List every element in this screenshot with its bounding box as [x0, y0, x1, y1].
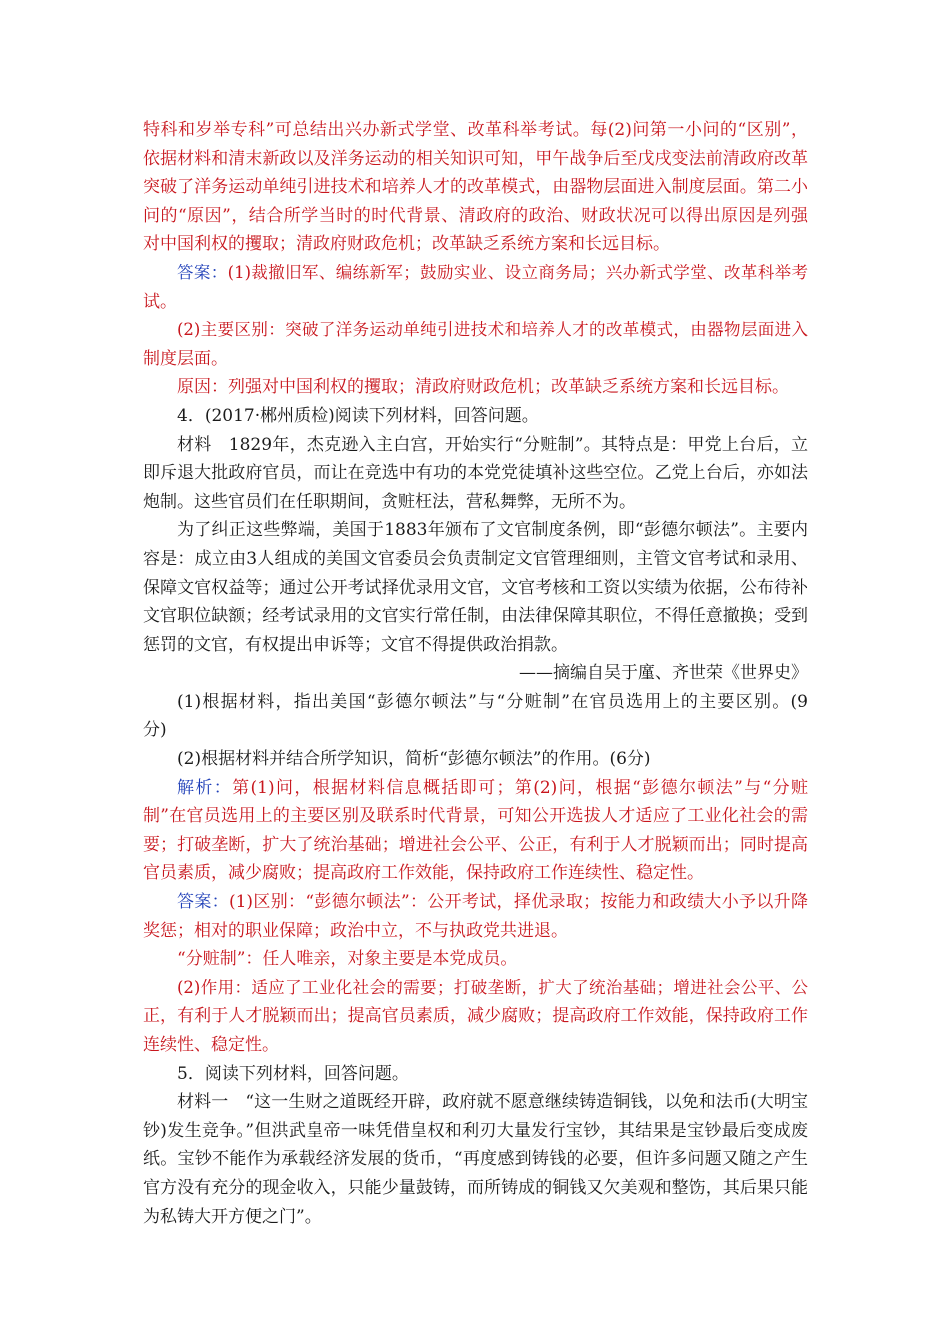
question-heading: 4．(2017·郴州质检)阅读下列材料，回答问题。	[177, 405, 539, 426]
document-body	[143, 116, 808, 1231]
material-line: 文官职位缺额；经考试录用的文官实行常任制，由法律保障其职位，不得任意撤换；受到	[143, 606, 808, 627]
material-line: 炮制。这些官员们在任职期间，贪赃枉法，营私舞弊，无所不为。	[143, 491, 636, 512]
question-line: (2)根据材料并结合所学知识，简析“彭德尔顿法”的作用。(6分)	[177, 749, 651, 770]
material-line: 钞)发生竞争。”但洪武皇帝一味凭借皇权和利刃大量发行宝钞，其结果是宝钞最后变成废	[143, 1120, 808, 1141]
answer-line: 制度层面。	[143, 348, 228, 369]
material-line: 为私铸大开方便之门”。	[143, 1206, 322, 1227]
answer-line: “分赃制”：任人唯亲，对象主要是本党成员。	[177, 949, 518, 970]
answer-text: (1)裁撤旧军、编练新军；鼓励实业、设立商务局；兴办新式学堂、改革科举考	[227, 262, 809, 282]
answer-label: 答案：	[177, 262, 228, 282]
question-line: (1)根据材料，指出美国“彭德尔顿法”与“分赃制”在官员选用上的主要区别。(9	[177, 691, 808, 712]
material-line: 材料 1829年，杰克逊入主白宫，开始实行“分赃制”。其特点是：甲党上台后，立	[177, 434, 808, 455]
analysis-line	[143, 774, 808, 803]
answer-line: 原因：列强对中国利权的攫取；清政府财政危机；改革缺乏系统方案和长远目标。	[177, 377, 789, 398]
analysis-line: 依据材料和清末新政以及洋务运动的相关知识可知，甲午战争后至戊戌变法前清政府改革	[143, 148, 808, 169]
answer-label: 答案：	[177, 892, 229, 913]
analysis-line: 要；打破垄断，扩大了统治基础；增进社会公平、公正，有利于人才脱颖而出；同时提高	[143, 834, 808, 855]
analysis-label: 解析：	[177, 777, 233, 798]
answer-line: (2)作用：适应了工业化社会的需要；打破垄断，扩大了统治基础；增进社会公平、公	[177, 977, 808, 997]
material-line: 纸。宝钞不能作为承载经济发展的货币，“再度感到铸钱的必要，但许多问题又随之产生	[143, 1149, 808, 1170]
material-line: 材料一 “这一生财之道既经开辟，政府就不愿意继续铸造铜钱，以免和法币(大明宝	[177, 1092, 808, 1113]
material-line: 惩罚的文官，有权提出申诉等；文官不得提供政治捐款。	[143, 634, 568, 655]
answer-line	[143, 888, 808, 917]
answer-text: (1)区别：“彭德尔顿法”：公开考试，择优录取；按能力和政绩大小予以升降	[228, 892, 809, 913]
analysis-line: 对中国利权的攫取；清政府财政危机；改革缺乏系统方案和长远目标。	[143, 234, 670, 255]
material-line: 为了纠正这些弊端，美国于1883年颁布了文官制度条例，即“彭德尔顿法”。主要内	[177, 520, 808, 541]
analysis-line: 制”在官员选用上的主要区别及联系时代背景，可知公开选拔人才适应了工业化社会的需	[143, 806, 808, 827]
material-line: 保障文官权益等；通过公开考试择优录用文官，文官考核和工资以实绩为依据，公布待补	[143, 577, 808, 598]
answer-line: 正，有利于人才脱颖而出；提高官员素质，减少腐败；提高政府工作效能，保持政府工作	[143, 1006, 808, 1027]
answer-line: (2)主要区别：突破了洋务运动单纯引进技术和培养人才的改革模式，由器物层面进入	[177, 320, 808, 340]
answer-line: 连续性、稳定性。	[143, 1035, 279, 1055]
answer-line	[143, 259, 808, 288]
material-source: ——摘编自吴于廑、齐世荣《世界史》	[519, 663, 808, 684]
material-line: 容是：成立由3人组成的美国文官委员会负责制定文官管理细则，主管文官考试和录用、	[143, 548, 808, 569]
analysis-line: 突破了洋务运动单纯引进技术和培养人才的改革模式，由器物层面进入制度层面。第二小	[143, 177, 808, 198]
answer-line: 奖惩；相对的职业保障；政治中立，不与执政党共进退。	[143, 920, 568, 941]
question-heading: 5．阅读下列材料，回答问题。	[177, 1063, 409, 1084]
analysis-line: 特科和岁举专科”可总结出兴办新式学堂、改革科举考试。每(2)问第一小问的“区别”，	[143, 120, 808, 140]
analysis-line: 问的“原因”，结合所学当时的时代背景、清政府的政治、财政状况可以得出原因是列强	[143, 205, 808, 226]
analysis-line: 官员素质，减少腐败；提高政府工作效能，保持政府工作连续性、稳定性。	[143, 863, 704, 884]
analysis-text: 第(1)问，根据材料信息概括即可；第(2)问，根据“彭德尔顿法”与“分赃	[232, 777, 809, 798]
material-line: 官方没有充分的现金收入，只能少量鼓铸，而所铸成的铜钱又欠美观和整饬，其后果只能	[143, 1177, 808, 1198]
question-line: 分)	[143, 720, 167, 741]
answer-line: 试。	[143, 291, 177, 312]
material-line: 即斥退大批政府官员，而让在竞选中有功的本党党徒填补这些空位。乙党上台后，亦如法	[143, 463, 808, 484]
